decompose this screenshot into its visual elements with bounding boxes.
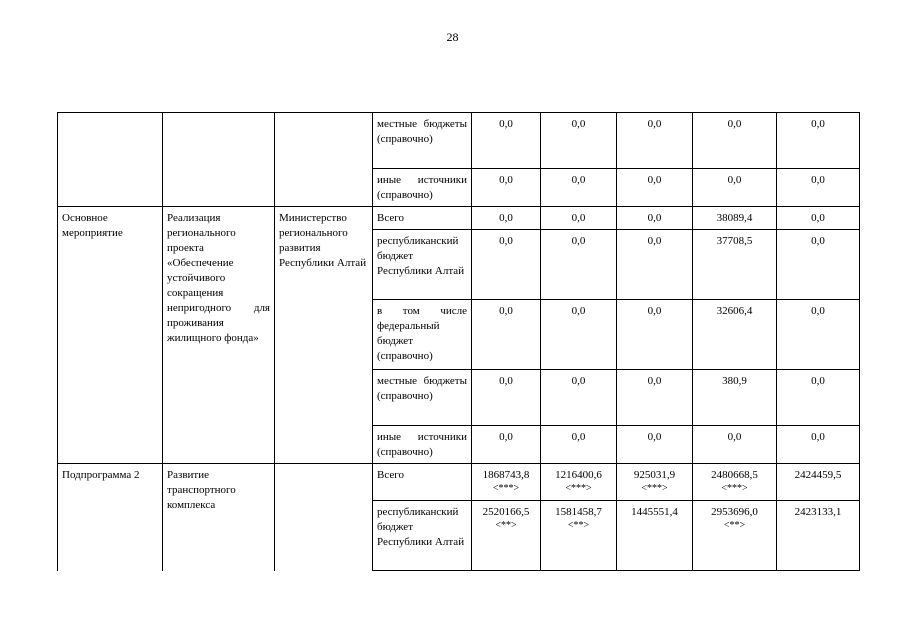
value: 2480668,5 — [711, 469, 758, 481]
value: 1581458,7 — [555, 506, 602, 518]
value: 0,0 — [499, 305, 513, 317]
value-cell — [777, 501, 860, 571]
value-cell — [693, 207, 777, 230]
value-cell — [693, 501, 777, 571]
value: 1868743,8 — [482, 469, 530, 481]
value: 2520166,5 — [482, 506, 530, 518]
program-cell: Подпрограмма 2 — [58, 464, 163, 571]
value-note: <**> — [567, 520, 590, 531]
value-cell — [472, 426, 541, 464]
value: 0,0 — [811, 118, 825, 130]
value-note: <**> — [723, 520, 746, 531]
value-note: <***> — [721, 483, 748, 494]
source-cell: Всего — [373, 207, 472, 230]
executor-cell — [275, 113, 373, 207]
value: 0,0 — [811, 235, 825, 247]
value: 2953696,0 — [711, 506, 758, 518]
value: 0,0 — [499, 375, 513, 387]
value: 0,0 — [811, 174, 825, 186]
value-note: <***> — [641, 483, 668, 494]
executor-cell: Министерство регионального развития Республики Алтай — [275, 207, 373, 464]
source-cell: Всего — [373, 464, 472, 501]
table-row — [58, 113, 860, 169]
value-note: <**> — [495, 520, 517, 531]
value-cell — [777, 370, 860, 426]
value-cell — [777, 464, 860, 501]
value-cell — [541, 300, 617, 370]
source-cell: республиканский бюджет Республики Алтай — [373, 501, 472, 571]
value-cell — [472, 300, 541, 370]
value-cell — [693, 169, 777, 207]
value-cell — [617, 426, 693, 464]
value-cell — [472, 207, 541, 230]
value: 0,0 — [727, 174, 742, 186]
value: 0,0 — [811, 375, 825, 387]
executor-cell — [275, 464, 373, 571]
value: 0,0 — [647, 305, 662, 317]
value: 0,0 — [499, 212, 513, 224]
value: 0,0 — [647, 212, 662, 224]
value: 0,0 — [727, 118, 742, 130]
value: 0,0 — [647, 174, 662, 186]
value-cell — [472, 370, 541, 426]
value: 1216400,6 — [555, 469, 602, 481]
program-cell: Основное мероприятие — [58, 207, 163, 464]
value: 0,0 — [499, 118, 513, 130]
value: 0,0 — [811, 305, 825, 317]
value: 2424459,5 — [794, 469, 842, 481]
value: 0,0 — [727, 431, 742, 443]
value: 38089,4 — [716, 212, 753, 224]
source-cell: иные источники (справочно) — [373, 426, 472, 464]
value-note: <***> — [492, 483, 520, 494]
source-cell: республиканский бюджет Республики Алтай — [373, 230, 472, 300]
value-cell — [617, 501, 693, 571]
value: 2423133,1 — [794, 506, 842, 518]
value: 0,0 — [571, 212, 586, 224]
value-cell — [472, 230, 541, 300]
value: 0,0 — [571, 375, 586, 387]
value-cell — [693, 464, 777, 501]
value: 0,0 — [647, 118, 662, 130]
value-cell — [541, 230, 617, 300]
value-cell — [472, 169, 541, 207]
value-cell — [617, 300, 693, 370]
value: 0,0 — [811, 212, 825, 224]
value-cell — [617, 169, 693, 207]
value-cell — [541, 464, 617, 501]
value: 0,0 — [571, 174, 586, 186]
value-cell — [693, 300, 777, 370]
value: 0,0 — [571, 118, 586, 130]
value-cell — [617, 464, 693, 501]
source-cell: местные бюджеты (справочно) — [373, 370, 472, 426]
value: 0,0 — [647, 235, 662, 247]
value-cell — [777, 207, 860, 230]
value: 0,0 — [811, 431, 825, 443]
value-cell — [541, 113, 617, 169]
source-cell: в том числе федеральный бюджет (справочно) — [373, 300, 472, 370]
value-note: <***> — [565, 483, 592, 494]
table-row — [58, 207, 860, 230]
value-cell — [617, 370, 693, 426]
value-cell — [472, 501, 541, 571]
value: 0,0 — [499, 235, 513, 247]
value: 0,0 — [499, 174, 513, 186]
value-cell — [617, 230, 693, 300]
value: 0,0 — [647, 375, 662, 387]
value-cell — [693, 113, 777, 169]
value-cell — [777, 230, 860, 300]
source-cell: иные источники (справочно) — [373, 169, 472, 207]
value-cell — [541, 207, 617, 230]
value: 32606,4 — [716, 305, 753, 317]
page-number: 28 — [446, 30, 459, 44]
value-cell — [777, 300, 860, 370]
value-cell — [541, 169, 617, 207]
value-cell — [472, 464, 541, 501]
value-cell — [617, 113, 693, 169]
value: 0,0 — [647, 431, 662, 443]
value: 0,0 — [499, 431, 513, 443]
description-cell: Реализация регионального проекта «Обеспечение устойчивого сокращения непригодного для проживания жилищного фонда» — [163, 207, 275, 464]
value-cell — [693, 426, 777, 464]
value: 0,0 — [571, 305, 586, 317]
value: 37708,5 — [716, 235, 753, 247]
value-cell — [693, 230, 777, 300]
value: 1445551,4 — [631, 506, 678, 518]
value-cell — [693, 370, 777, 426]
value-cell — [777, 169, 860, 207]
program-cell — [58, 113, 163, 207]
description-cell: Развитие транспортного комплекса — [163, 464, 275, 571]
value-cell — [777, 426, 860, 464]
value-cell — [617, 207, 693, 230]
value-cell — [541, 426, 617, 464]
value-cell — [541, 370, 617, 426]
description-cell — [163, 113, 275, 207]
value-cell — [541, 501, 617, 571]
table-row — [58, 464, 860, 501]
value: 925031,9 — [633, 469, 676, 481]
value: 380,9 — [722, 375, 747, 387]
value-cell — [472, 113, 541, 169]
value-cell — [777, 113, 860, 169]
value: 0,0 — [571, 431, 586, 443]
budget-table — [57, 112, 860, 571]
value: 0,0 — [571, 235, 586, 247]
source-cell: местные бюджеты (справочно) — [373, 113, 472, 169]
